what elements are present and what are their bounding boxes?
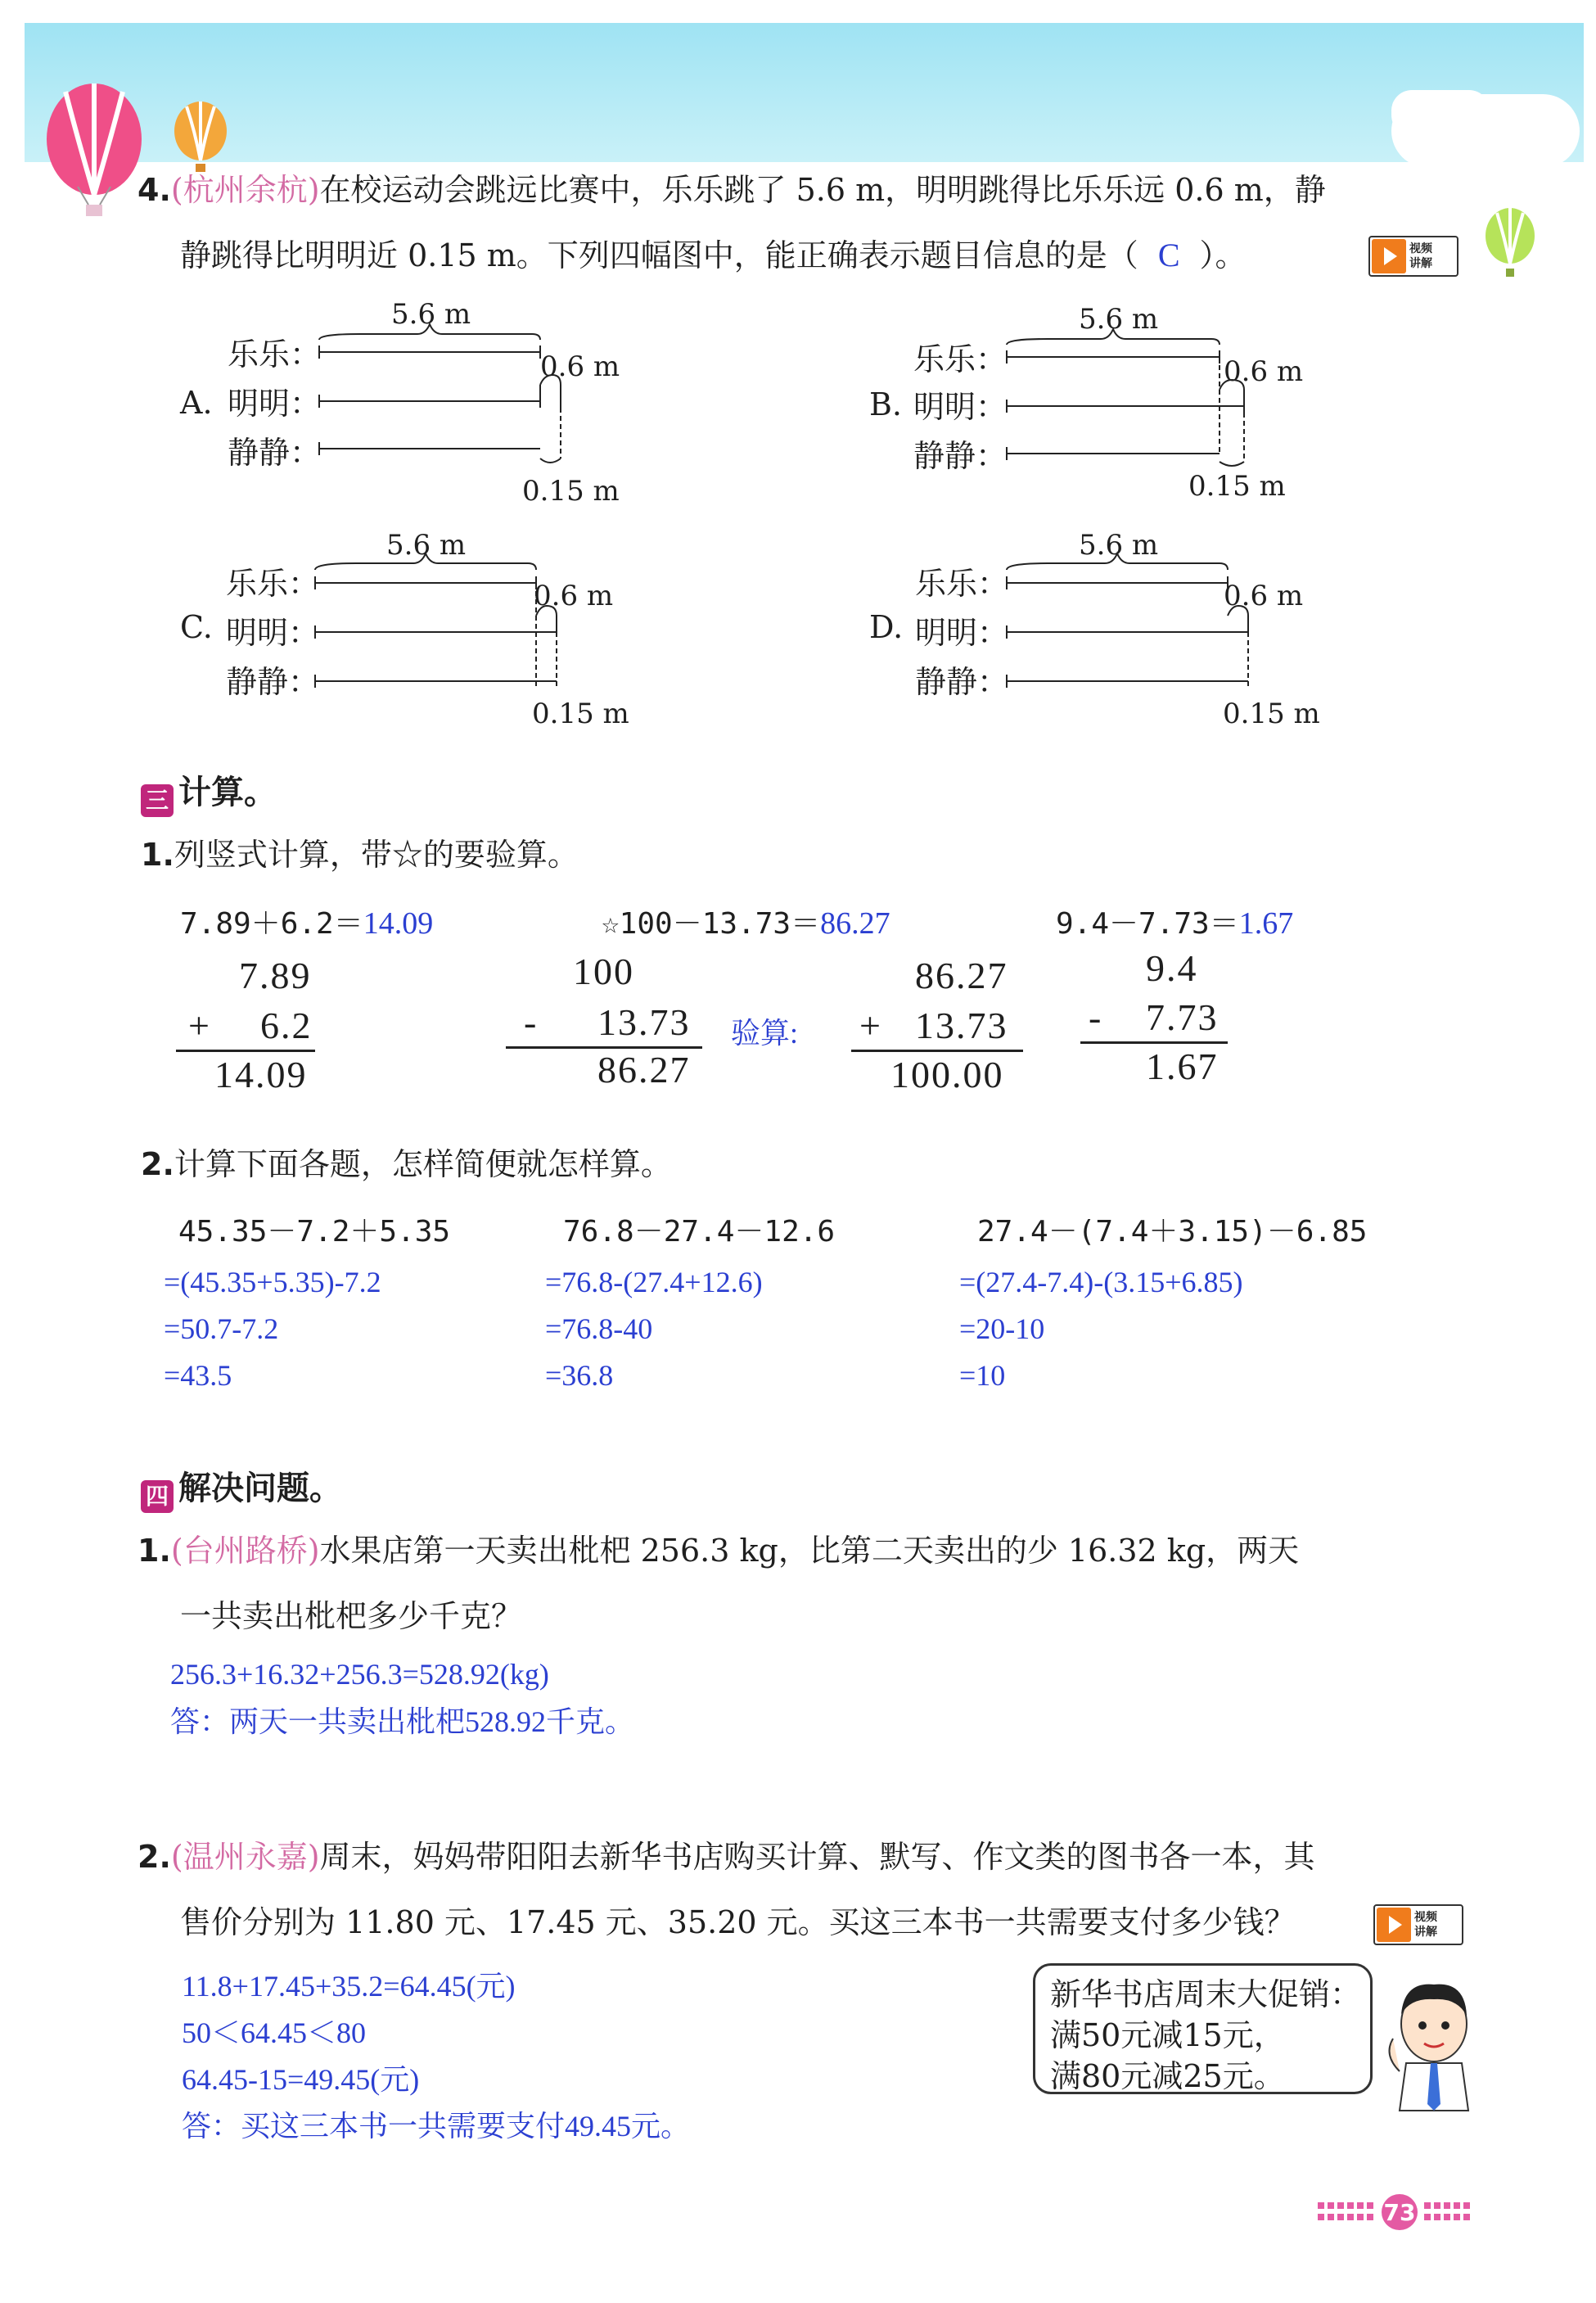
row-label: 静静：	[226, 664, 320, 700]
answer-line: 答：买这三本书一共需要支付49.45元。	[182, 2110, 691, 2143]
step: =76.8-(27.4+12.6)	[545, 1266, 763, 1298]
question-text: 售价分别为 11.80 元、17.45 元、35.20 元。买这三本书一共需要支付多少钱？	[180, 1904, 1296, 1940]
row-label: 乐乐：	[228, 336, 322, 373]
extra-label: 0.6 m	[1224, 355, 1304, 388]
question-text: 列竖式计算，带☆的要验算。	[174, 837, 579, 873]
row-label: 静静：	[228, 435, 322, 471]
question-source: (台州路桥)	[170, 1533, 320, 1569]
question-number: 4.	[138, 172, 171, 208]
video-label: 视频	[1409, 242, 1432, 255]
answer-line: 50＜64.45＜80	[182, 2016, 367, 2049]
vertical-operator: -	[524, 1001, 539, 1043]
answer: 14.09	[363, 906, 434, 941]
vertical-top: 7.89	[239, 955, 312, 996]
section4-q2-line1	[138, 1824, 1529, 1890]
play-icon	[1372, 239, 1406, 273]
row-label: 乐乐：	[915, 566, 1009, 602]
vertical-operator: +	[859, 1005, 882, 1046]
row-label: 明明：	[228, 386, 322, 422]
question-4-line1	[138, 157, 1496, 223]
section-4-heading	[141, 1462, 342, 1513]
boy-character-icon	[1375, 1973, 1490, 2112]
page-number: 73	[1383, 2199, 1416, 2226]
section-3-heading	[141, 766, 277, 817]
question-4-line2	[180, 223, 1408, 288]
solution-steps	[164, 1259, 381, 1399]
answer-block	[182, 1963, 690, 2150]
promo-speech-bubble	[1033, 1963, 1373, 2094]
extra-label: 0.6 m	[534, 580, 614, 612]
question-number: 2.	[138, 1839, 171, 1875]
row-label: 静静：	[913, 438, 1008, 474]
vertical-bottom: 13.73	[597, 1001, 691, 1043]
less-label: 0.15 m	[522, 475, 620, 508]
total-label: 5.6 m	[1079, 529, 1159, 562]
step: =(45.35+5.35)-7.2	[164, 1266, 381, 1298]
video-explanation-button[interactable]	[1373, 1904, 1463, 1945]
question-text: 一共卖出枇杷多少千克？	[180, 1598, 523, 1634]
expression-c	[1056, 901, 1293, 942]
answer-line: 256.3+16.32+256.3=528.92(kg)	[170, 1658, 549, 1691]
question-source: (温州永嘉)	[170, 1839, 320, 1875]
total-label: 5.6 m	[391, 298, 471, 331]
vertical-bottom: 13.73	[915, 1005, 1008, 1046]
less-label: 0.15 m	[1223, 698, 1320, 730]
question-text: 周末，妈妈带阳阳去新华书店购买计算、默写、作文类的图书各一本，其	[319, 1839, 1315, 1875]
question-number: 1.	[141, 837, 174, 873]
problem-expression: 27.4－(7.4＋3.15)－6.85	[977, 1215, 1368, 1249]
step: =76.8-40	[545, 1312, 653, 1345]
vertical-result: 14.09	[214, 1054, 308, 1095]
video-label: 讲解	[1414, 1926, 1437, 1939]
vertical-line	[851, 1050, 1023, 1052]
segment-diagram-d	[999, 547, 1260, 711]
extra-label: 0.6 m	[540, 350, 620, 383]
expression-a	[180, 901, 433, 942]
expression-b	[602, 901, 890, 942]
video-label: 视频	[1414, 1911, 1437, 1924]
check-label: 验算:	[731, 1017, 799, 1050]
step: =43.5	[164, 1359, 232, 1392]
less-label: 0.15 m	[532, 698, 629, 730]
option-letter[interactable]: A.	[180, 385, 213, 421]
problem-expression: 76.8－27.4－12.6	[563, 1215, 836, 1249]
solution-steps	[545, 1259, 763, 1399]
section4-q1-line1	[138, 1518, 1529, 1583]
section3-q1	[141, 822, 579, 887]
expression: 7.89＋6.2＝	[180, 907, 363, 941]
bubble-line: 新华书店周末大促销：	[1050, 1976, 1362, 2012]
video-label: 讲解	[1409, 257, 1432, 270]
step: =20-10	[959, 1312, 1045, 1345]
video-explanation-button[interactable]	[1368, 236, 1458, 277]
section3-q2	[141, 1131, 672, 1197]
step: =50.7-7.2	[164, 1312, 279, 1345]
section-number-icon: 三	[141, 784, 174, 817]
question-text: 计算下面各题，怎样简便就怎样算。	[174, 1146, 672, 1182]
question-text: 在校运动会跳远比赛中，乐乐跳了 5.6 m，明明跳得比乐乐远 0.6 m，静	[319, 172, 1326, 208]
question-number: 1.	[138, 1533, 171, 1569]
segment-diagram-b	[999, 324, 1260, 488]
answer-line: 64.45-15=49.45(元)	[182, 2063, 420, 2096]
section-number-icon: 四	[141, 1480, 174, 1513]
row-label: 明明：	[913, 389, 1008, 425]
vertical-bottom: 7.73	[1146, 996, 1219, 1038]
question-text: ）。	[1199, 237, 1247, 273]
step: =(27.4-7.4)-(3.15+6.85)	[959, 1266, 1243, 1298]
answer-block	[170, 1650, 634, 1745]
step: =10	[959, 1359, 1006, 1392]
question-source: (杭州余杭)	[170, 172, 320, 208]
vertical-top: 86.27	[915, 955, 1008, 996]
section-title: 解决问题。	[178, 1470, 342, 1507]
vertical-top: 9.4	[1146, 947, 1198, 989]
solution-steps	[959, 1259, 1243, 1399]
question-text: 水果店第一天卖出枇杷 256.3 kg，比第二天卖出的少 16.32 kg，两天	[319, 1533, 1300, 1569]
vertical-bottom: 6.2	[260, 1005, 313, 1046]
answer: 1.67	[1238, 906, 1294, 941]
bubble-line: 满80元减25元。	[1050, 2058, 1285, 2094]
step: =36.8	[545, 1359, 614, 1392]
segment-diagram-c	[307, 547, 569, 711]
segment-diagram-a	[311, 319, 573, 483]
cloud-decoration	[1391, 90, 1490, 131]
row-label: 乐乐：	[913, 341, 1008, 377]
answer-line: 11.8+17.45+35.2=64.45(元)	[182, 1970, 516, 2003]
vertical-result: 100.00	[890, 1054, 1004, 1095]
answer-choice: C	[1157, 237, 1180, 273]
question-text: 静跳得比明明近 0.15 m。下列四幅图中，能正确表示题目信息的是（	[180, 237, 1138, 273]
answer: 86.27	[820, 906, 890, 941]
vertical-operator: -	[1089, 996, 1103, 1038]
row-label: 静静：	[915, 664, 1009, 700]
bubble-line: 满50元减15元，	[1050, 2017, 1285, 2053]
problem-expression: 45.35－7.2＋5.35	[178, 1215, 451, 1249]
vertical-top: 100	[573, 951, 634, 992]
vertical-line	[176, 1050, 315, 1052]
row-label: 明明：	[226, 615, 320, 651]
expression: ☆100－13.73＝	[602, 907, 821, 941]
less-label: 0.15 m	[1188, 470, 1286, 503]
vertical-result: 86.27	[597, 1049, 691, 1091]
option-letter[interactable]: B.	[869, 386, 903, 422]
option-letter[interactable]: D.	[869, 609, 904, 645]
option-letter[interactable]: C.	[180, 609, 213, 645]
total-label: 5.6 m	[386, 529, 467, 562]
row-label: 乐乐：	[226, 566, 320, 602]
total-label: 5.6 m	[1079, 303, 1159, 336]
vertical-line	[1080, 1041, 1228, 1044]
question-number: 2.	[141, 1146, 174, 1182]
play-icon	[1377, 1908, 1411, 1942]
row-label: 明明：	[915, 615, 1009, 651]
extra-label: 0.6 m	[1224, 580, 1304, 612]
vertical-operator: +	[188, 1005, 211, 1046]
expression: 9.4－7.73＝	[1056, 907, 1239, 941]
vertical-result: 1.67	[1146, 1045, 1219, 1087]
answer-line: 答：两天一共卖出枇杷528.92千克。	[170, 1705, 635, 1738]
section-title: 计算。	[178, 774, 277, 811]
